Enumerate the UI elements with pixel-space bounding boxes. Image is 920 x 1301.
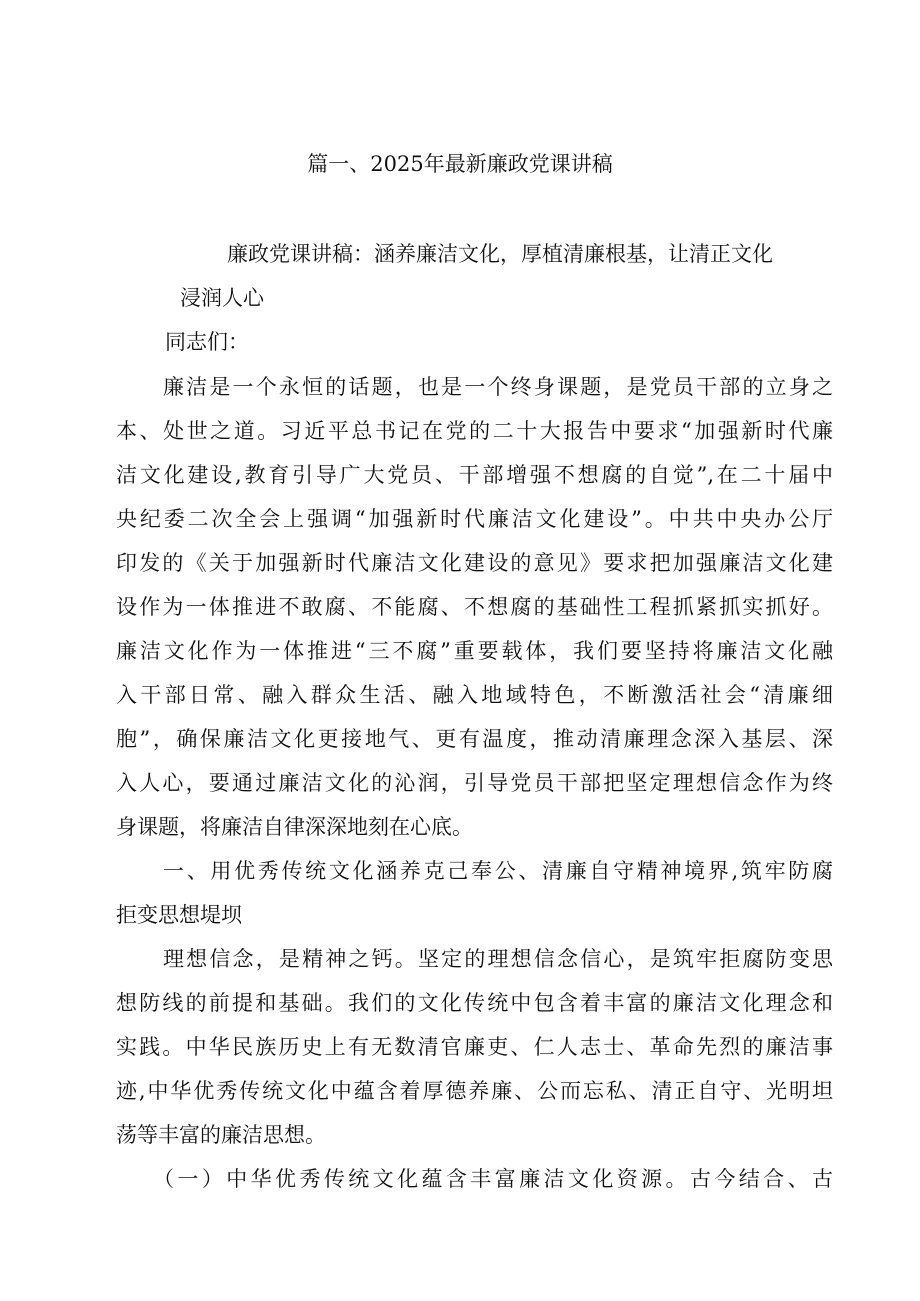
paragraph-line: 印发的《关于加强新时代廉洁文化建设的意见》要求把加强廉洁文化建 [116,551,833,575]
paragraph-line: 胞”，确保廉洁文化更接地气、更有温度，推动清廉理念深入基层、深 [116,727,833,751]
paragraph-line: 本、处世之道。习近平总书记在党的二十大报告中要求“加强新时代廉 [116,419,833,443]
paragraph-line: 洁文化建设,教育引导广大党员、干部增强不想腐的自觉”,在二十届中 [116,463,833,487]
section-heading-line: 一、用优秀传统文化涵养克己奉公、清廉自守精神境界,筑牢防腐 [163,859,833,883]
section-heading-line: 拒变思想堤坝 [116,903,242,927]
paragraph-line: 央纪委二次全会上强调“加强新时代廉洁文化建设”。中共中央办公厅 [116,507,833,531]
paragraph-line: 荡等丰富的廉洁思想。 [116,1123,326,1147]
paragraph-line: 身课题，将廉洁自律深深地刻在心底。 [116,815,473,839]
paragraph-line: 设作为一体推进不敢腐、不能腐、不想腐的基础性工程抓紧抓实抓好。 [116,595,833,619]
paragraph-line: 想防线的前提和基础。我们的文化传统中包含着丰富的廉洁文化理念和 [116,991,833,1015]
paragraph-line: 实践。中华民族历史上有无数清官廉吏、仁人志士、革命先烈的廉洁事 [116,1035,833,1059]
subtitle-line: 浸润人心 [180,286,264,310]
paragraph-line: 理想信念，是精神之钙。坚定的理想信念信心，是筑牢拒腐防变思 [163,947,833,971]
subtitle-line: 廉政党课讲稿：涵养廉洁文化，厚植清廉根基，让清正文化 [227,242,773,266]
paragraph-line: 廉洁是一个永恒的话题，也是一个终身课题，是党员干部的立身之 [163,375,833,399]
paragraph-line: 廉洁文化作为一体推进“三不腐”重要载体，我们要坚持将廉洁文化融 [116,639,833,663]
paragraph-line: 入干部日常、融入群众生活、融入地域特色，不断激活社会“清廉细 [116,683,833,707]
document-title: 篇一、2025年最新廉政党课讲稿 [307,152,613,176]
paragraph-line: 迹,中华优秀传统文化中蕴含着厚德养廉、公而忘私、清正自守、光明坦 [116,1079,833,1103]
subsection-heading: （一）中华优秀传统文化蕴含丰富廉洁文化资源。古今结合、古 [153,1167,833,1191]
paragraph-line: 入人心，要通过廉洁文化的沁润，引导党员干部把坚定理想信念作为终 [116,771,833,795]
salutation: 同志们： [165,330,249,354]
